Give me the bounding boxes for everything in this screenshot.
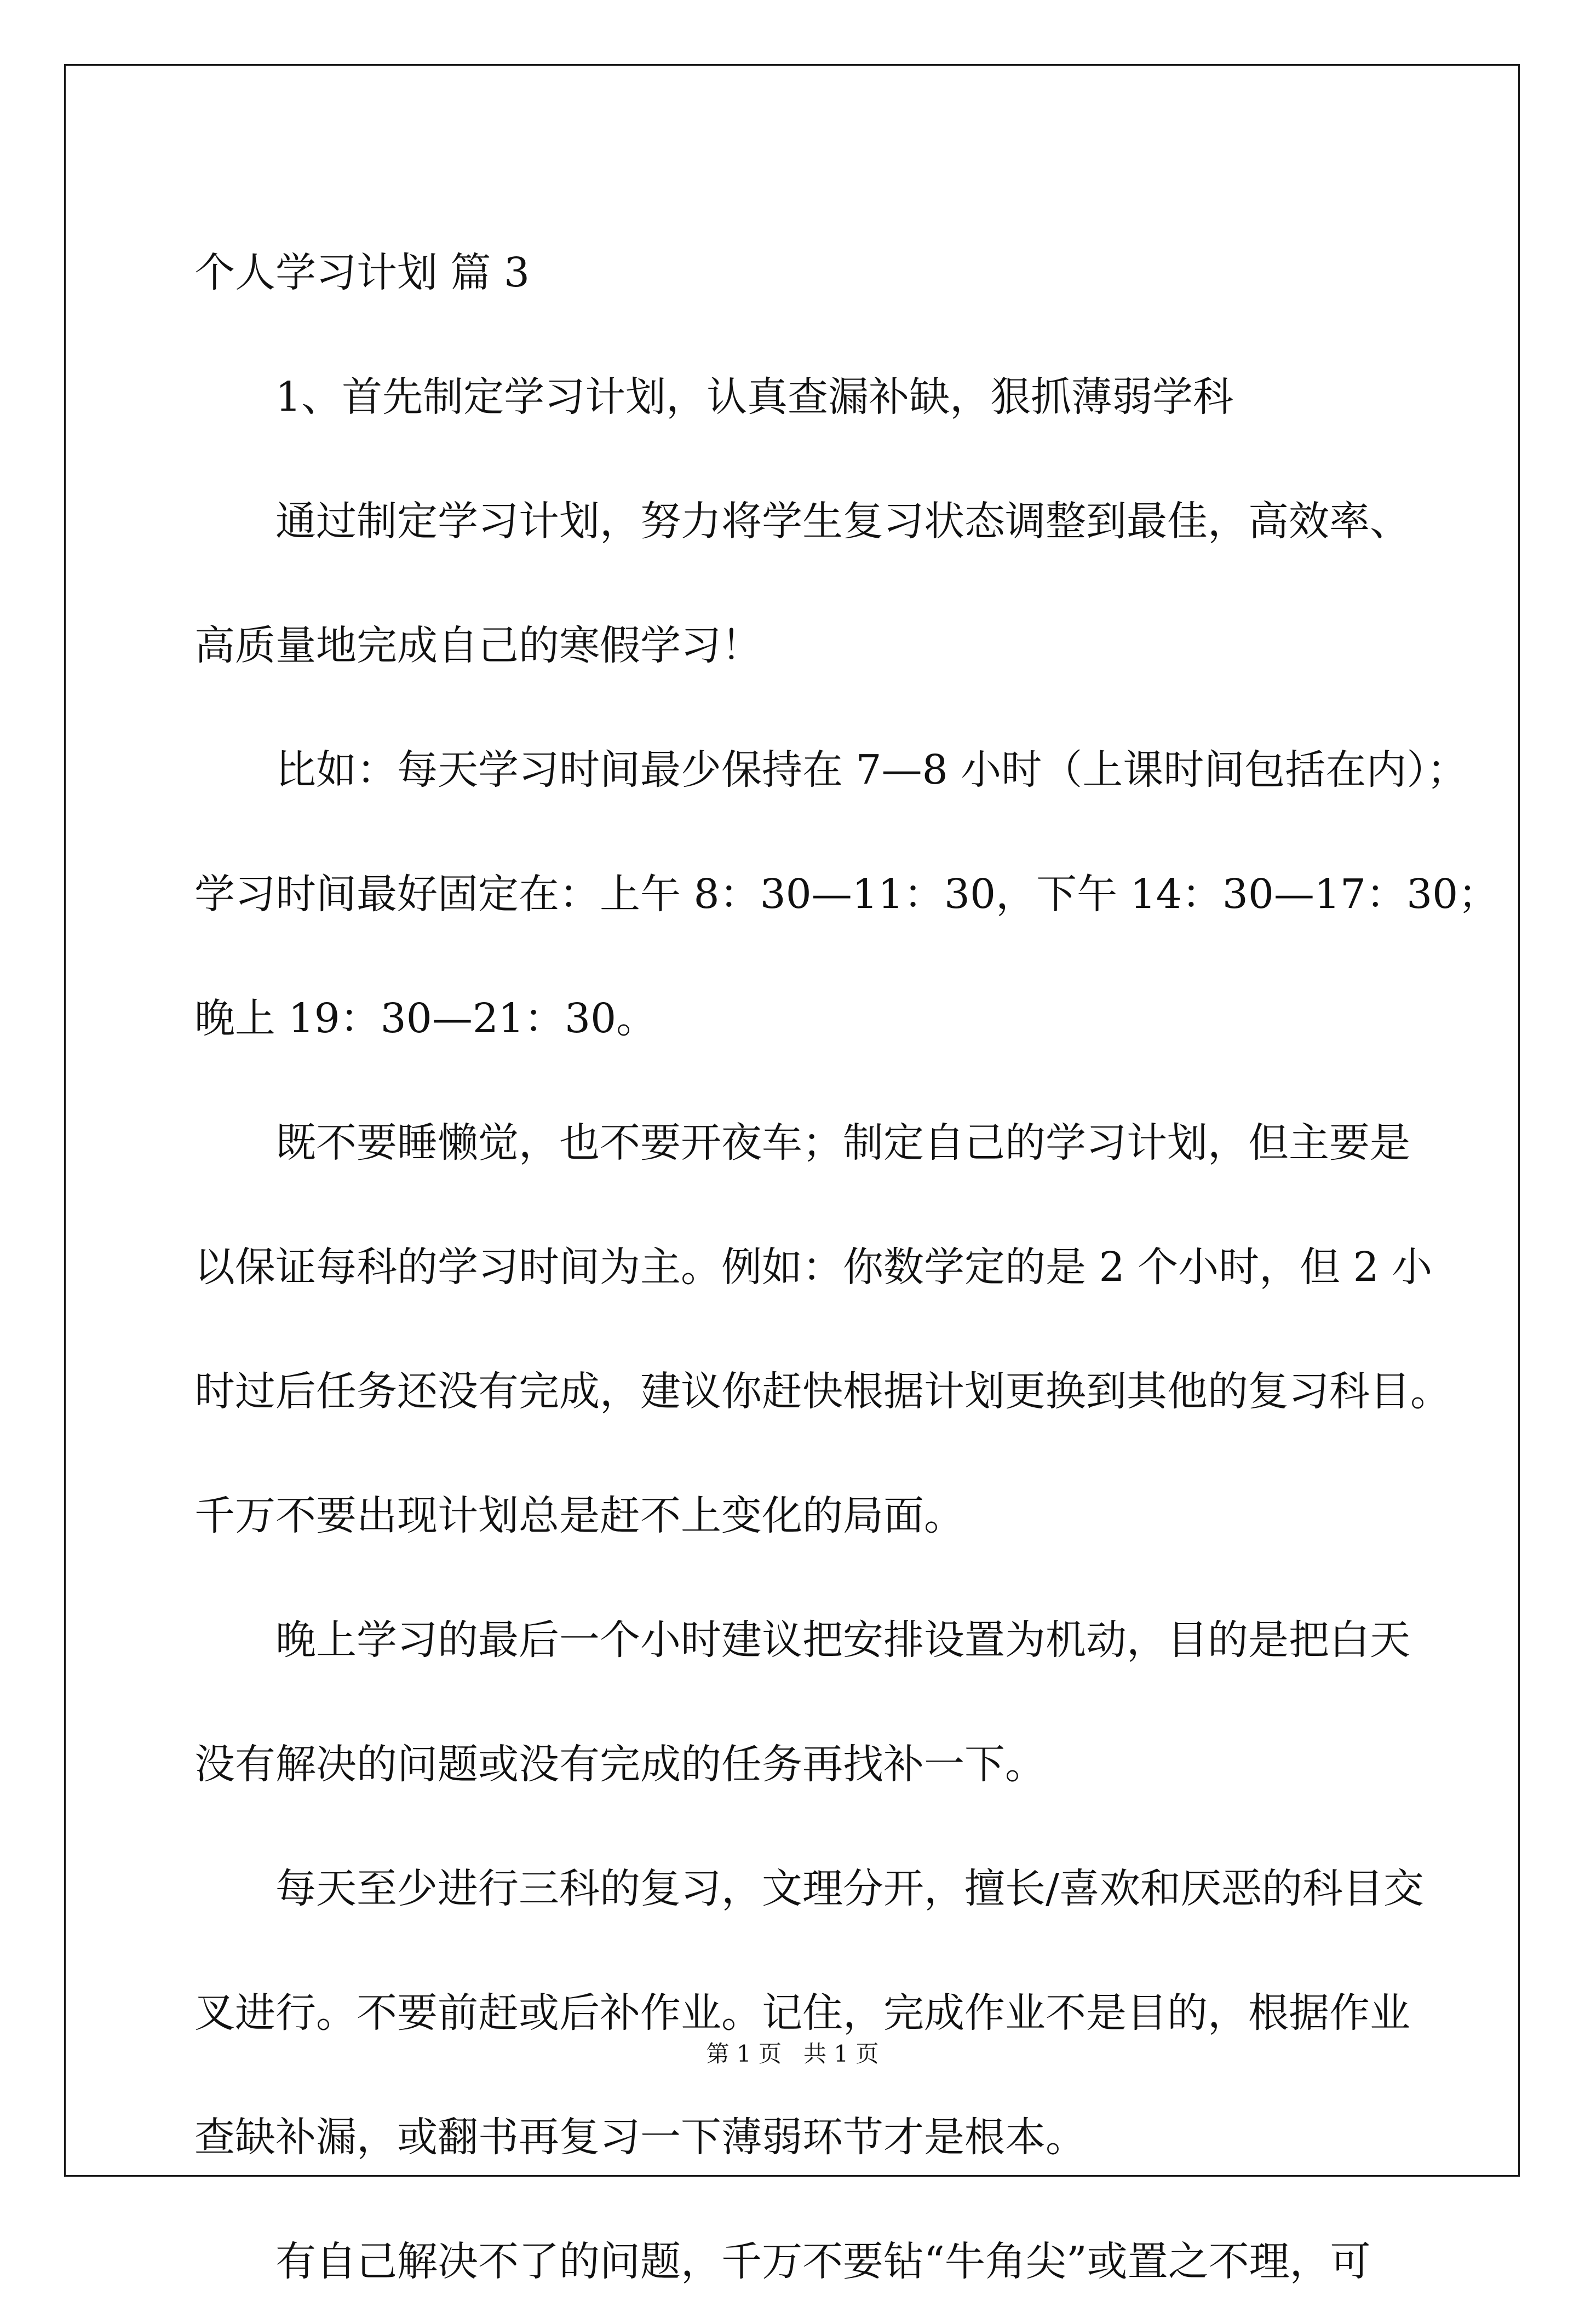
- body-line: 千万不要出现计划总是赶不上变化的局面。: [194, 1492, 964, 1539]
- body-line: 既不要睡懒觉，也不要开夜车；制定自己的学习计划，但主要是: [275, 1119, 1410, 1166]
- body-line: 高质量地完成自己的寒假学习！: [194, 622, 762, 669]
- body-line: 通过制定学习计划，努力将学生复习状态调整到最佳，高效率、: [275, 498, 1410, 545]
- body-line: 比如：每天学习时间最少保持在 7—8 小时（上课时间包括在内）；: [275, 746, 1468, 793]
- body-line: 时过后任务还没有完成，建议你赶快根据计划更换到其他的复习科目。: [194, 1368, 1451, 1415]
- body-line: 每天至少进行三科的复习，文理分开，擅长/喜欢和厌恶的科目交: [275, 1865, 1424, 1912]
- body-line: 查缺补漏，或翻书再复习一下薄弱环节才是根本。: [194, 2114, 1086, 2161]
- page-number-footer: 第 1 页 共 1 页: [706, 2040, 879, 2067]
- body-line: 有自己解决不了的问题，千万不要钻“牛角尖”或置之不理，可: [275, 2238, 1371, 2285]
- body-line: 叉进行。不要前赶或后补作业。记住，完成作业不是目的，根据作业: [194, 1989, 1410, 2037]
- body-line: 晚上学习的最后一个小时建议把安排设置为机动，目的是把白天: [275, 1617, 1410, 1664]
- body-line: 学习时间最好固定在：上午 8：30—11：30，下午 14：30—17：30；: [194, 871, 1499, 918]
- section-heading: 1、首先制定学习计划，认真查漏补缺，狠抓薄弱学科: [275, 373, 1234, 421]
- document-title: 个人学习计划 篇 3: [194, 249, 530, 296]
- body-line: 没有解决的问题或没有完成的任务再找补一下。: [194, 1741, 1046, 1788]
- body-line: 晚上 19：30—21：30。: [194, 995, 657, 1042]
- document-body: [194, 211, 1499, 2324]
- body-line: 以保证每科的学习时间为主。例如：你数学定的是 2 个小时，但 2 小: [194, 1244, 1433, 1291]
